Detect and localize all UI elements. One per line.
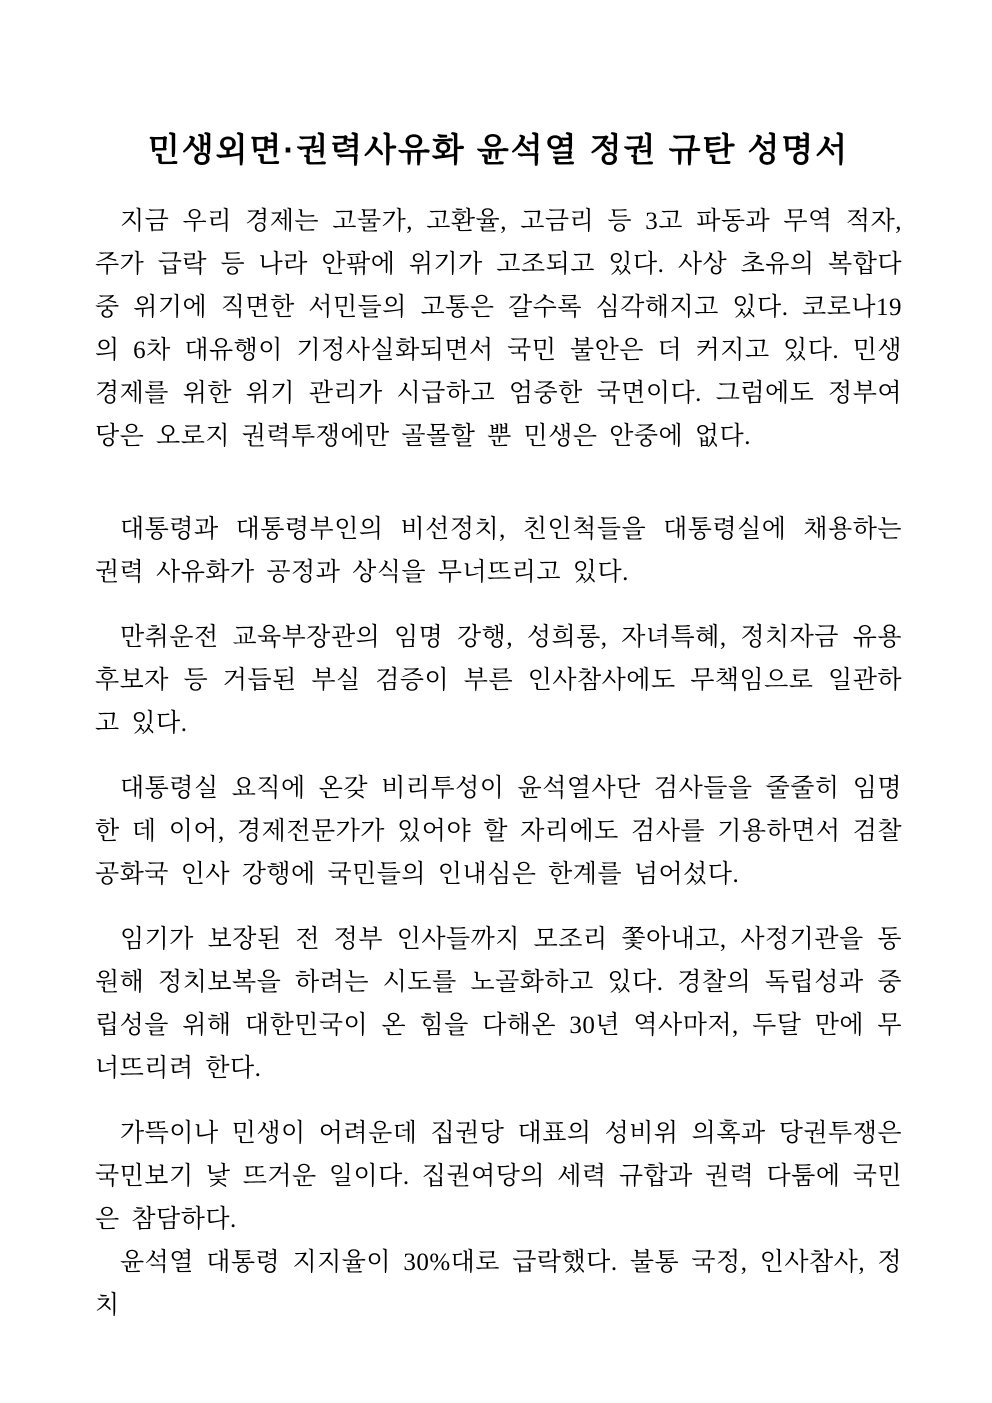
document-body: [95, 200, 902, 1327]
paragraph-prosecutor-appointments: 대통령실 요직에 온갖 비리투성이 윤석열사단 검사들을 줄줄히 임명한 데 이어, 경제전문가가 있어야 할 자리에도 검사를 기용하면서 검찰공화국 인사 강행에 국민들의 인내심은 한계를 넘어섰다.: [95, 775, 902, 888]
paragraph-economy-crisis: 지금 우리 경제는 고물가, 고환율, 고금리 등 3고 파동과 무역 적자, 주가 급락 등 나라 안팎에 위기가 고조되고 있다. 사상 초유의 복합다중 위기에 직면한 서민들의 고통은 갈수록 심각해지고 있다. 코로나19의 6차 대유행이 기정사실화되면서 국민 불안은 더 커지고 있다. 민생경제를 위한 위기 관리가 시급하고 엄중한 국면이다. 그럼에도 정부여당은 오로지 권력투쟁에만 골몰할 뿐 민생은 안중에 없다.: [95, 208, 902, 450]
paragraph-approval-rating: 윤석열 대통령 지지율이 30%대로 급락했다. 불통 국정, 인사참사, 정치: [95, 1249, 902, 1319]
paragraph-ruling-party-strife: 가뜩이나 민생이 어려운데 집권당 대표의 성비위 의혹과 당권투쟁은 국민보기 낯 뜨거운 일이다. 집권여당의 세력 규합과 권력 다툼에 국민은 참담하다.: [95, 1120, 902, 1233]
paragraph-power-privatization: 대통령과 대통령부인의 비선정치, 친인척들을 대통령실에 채용하는 권력 사유화가 공정과 상식을 무너뜨리고 있다.: [95, 516, 902, 586]
paragraph-personnel-failures: 만취운전 교육부장관의 임명 강행, 성희롱, 자녀특혜, 정치자금 유용 후보자 등 거듭된 부실 검증이 부른 인사참사에도 무책임으로 일관하고 있다.: [95, 624, 902, 737]
paragraph-political-retaliation: 임기가 보장된 전 정부 인사들까지 모조리 쫓아내고, 사정기관을 동원해 정치보복을 하려는 시도를 노골화하고 있다. 경찰의 독립성과 중립성을 위해 대한민국이 온 힘을 다해온 30년 역사마저, 두달 만에 무너뜨리려 한다.: [95, 926, 902, 1082]
document-title: 민생외면·권력사유화 윤석열 정권 규탄 성명서: [147, 131, 850, 168]
